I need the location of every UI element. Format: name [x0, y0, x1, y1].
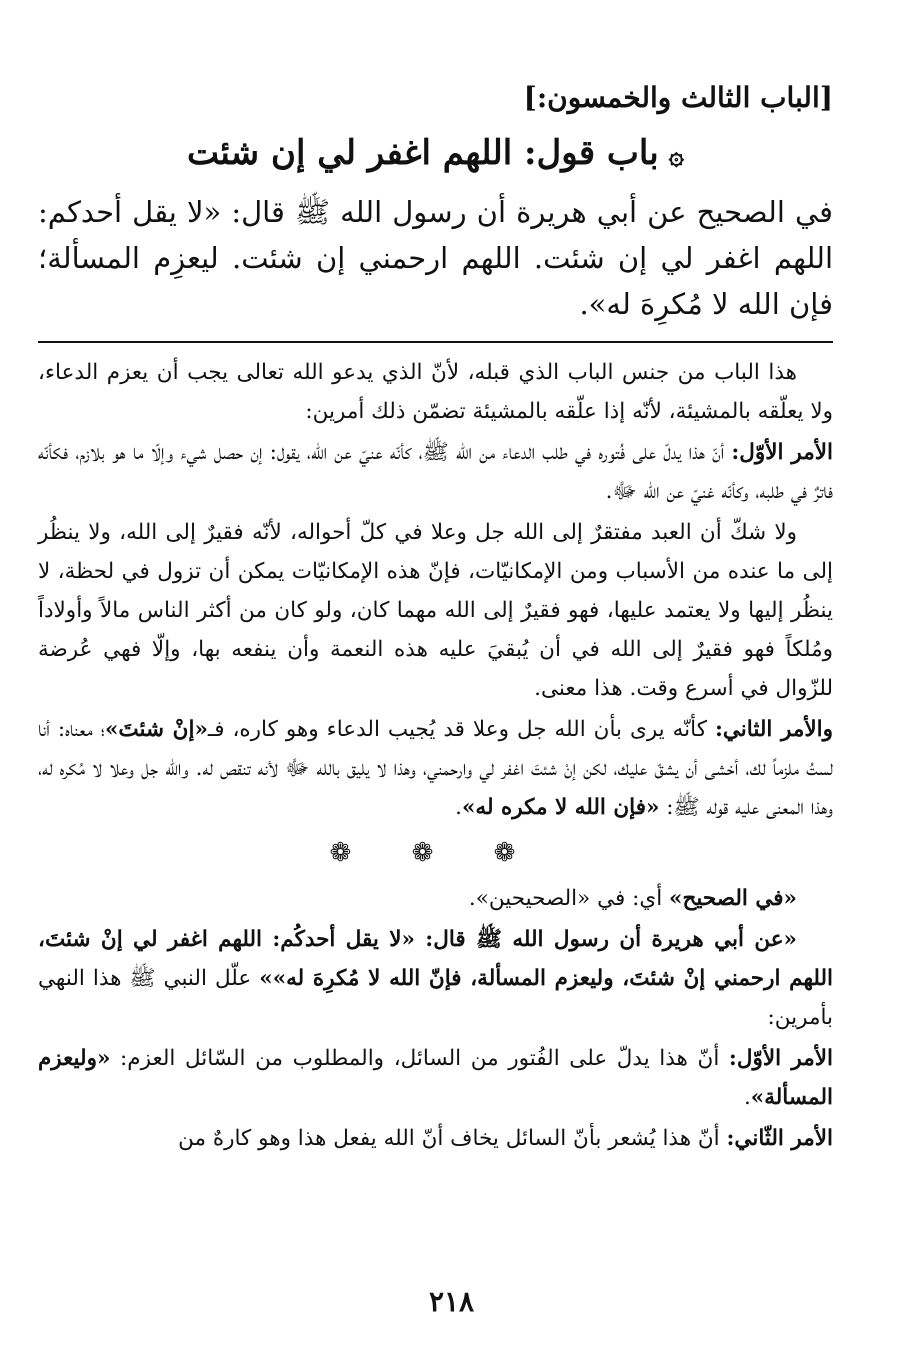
commentary-paragraph-1: هذا الباب من جنس الباب الذي قبله، لأنّ الذي يدعو الله تعالى يجب أن يعزم الدعاء، ولا يعلّقه بالمشيئة، لأنّه إذا علّقه بالمشيئة تضمّن ذلك أمرين: [38, 360, 833, 424]
second-matter-label: والأمر الثاني: [714, 717, 833, 742]
commentary-paragraph-3: ولا شكّ أن العبد مفتقرٌ إلى الله جل وعلا في كلّ أحواله، لأنّه فقيرٌ إلى الله، ولا ينظُر إلى ما عنده من الأسباب ومن الإمكانيّات، فإنّ هذه الإمكانيّات يمكن أن تزول في لحظة، لا ينظُر إليها ولا يعتمد عليها، فهو فقيرٌ إلى الله مهما كان، ولو كان من أكثر الناس مالاً وأولاداً ومُلكاً فهو فقيرٌ إلى الله في أن يُبقيَ عليه هذه النعمة وأن ينفعه بها، وإلّا فهي عُرضة للزّوال في أسرع وقت. هذا معنى. [38, 520, 833, 701]
note-4-text: أنّ هذا يُشعر بأنّ السائل يخاف أنّ الله يفعل هذا وهو كارهٌ من [178, 1126, 727, 1151]
note-2-text: علّل النبي ﷺ هذا النهي بأمرين: [38, 966, 833, 1030]
note-paragraph-4 [38, 1119, 833, 1158]
chapter-title: [الباب الثالث والخمسون:] [523, 81, 833, 114]
page-number: ٢١٨ [428, 1285, 475, 1318]
section-title: باب قول: اللهم اغفر لي إن شئت [187, 133, 659, 173]
divider-line [38, 341, 833, 343]
second-matter-text-2: ؛ معناه: أنا لستُ ملزماً لك، أخشى أن يشقّ عليك، لكن إنْ شئتَ اغفر لي وارحمني، وهذا لا يليق بالله ﷻ لأنه تنقص له. والله جل وعلا لا مُكره له، وهذا المعنى عليه قوله ﷺ: [38, 717, 833, 820]
second-matter-quote-2: «فإن الله لا مكره له» [461, 795, 660, 820]
second-matter-end: . [455, 795, 462, 820]
section-title-row [38, 126, 833, 183]
note-paragraph-3 [38, 1039, 833, 1117]
note-3-text: أنّ هذا يدلّ على الفُتور من السائل، والمطلوب من السّائل العزم: [110, 1046, 729, 1071]
commentary-paragraph-2 [38, 433, 833, 511]
flower-ornament-icon: ۞ [668, 141, 684, 171]
note-3-end: . [743, 1085, 751, 1110]
first-matter-label: الأمر الأوّل: [731, 440, 834, 465]
note-paragraph-2 [38, 920, 833, 1037]
note-1-text: أي: في «الصحيحين». [468, 886, 670, 911]
hadith-text: في الصحيح عن أبي هريرة أن رسول الله ﷺ قال: «لا يقل أحدكم: اللهم اغفر لي إن شئت. اللهم ارحمني إن شئت. ليعزِم المسألة؛ فإن الله لا مُكرِهَ له». [38, 195, 833, 321]
second-matter-text: كأنّه يرى بأن الله جل وعلا قد يُجيب الدعاء وهو كاره، فـ [207, 717, 715, 742]
note-2-quote: «عن أبي هريرة أن رسول الله ﷺ قال: «لا يقل أحدكُم: اللهم اغفر لي إنْ شئتَ، اللهم ارحمني إنْ شئتَ، وليعزم المسألة، فإنّ الله لا مُكرِهَ له»» [38, 927, 834, 991]
commentary-paragraph-4 [38, 710, 833, 827]
note-4-label: الأمر الثّاني: [726, 1126, 833, 1151]
second-matter-quote: «إنْ شئتَ» [104, 717, 208, 742]
first-matter-text: أنّ هذا يدلّ على فُتوره في طلب الدعاء من الله ﷺ، كأنّه عنيّ عن الله، يقول: إن حصل شيء وإلّا ما هو بلازم، فكأنّه فاترٌ في طلبه، وكأنّه غنيّ عن الله ﷻ. [38, 440, 833, 504]
note-paragraph-1 [38, 879, 833, 918]
commentary-body [38, 353, 833, 1158]
note-3-label: الأمر الأوّل: [728, 1046, 833, 1071]
ornament-separator: ❁ ❁ ❁ [329, 838, 542, 868]
note-3-quote: «وليعزم المسألة» [38, 1046, 833, 1110]
note-1-quote: «في الصحيح» [669, 886, 797, 911]
